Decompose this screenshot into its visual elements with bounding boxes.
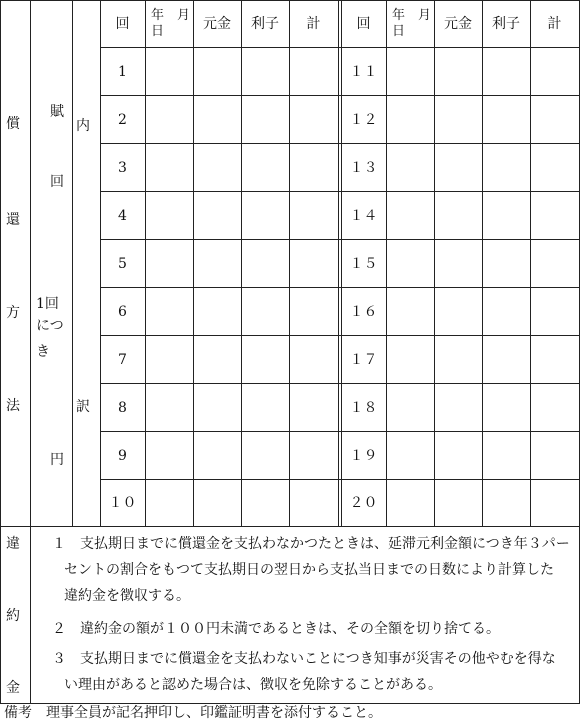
per-installment-label: き — [36, 344, 50, 360]
table-row-line — [100, 287, 580, 288]
header-interest: 利子 — [251, 16, 279, 32]
header-principal: 元金 — [444, 16, 472, 32]
table-row-line — [100, 191, 580, 192]
table-col-line — [193, 0, 194, 526]
table-col-line — [338, 0, 339, 526]
penalty-clause: １ 支払期日までに償還金を支払わなかつたときは、延滞元利金額につき年３パー — [52, 536, 570, 552]
header-date: 年 月 — [392, 8, 432, 23]
table-col-line — [530, 0, 531, 526]
header-total: 計 — [547, 16, 562, 32]
header-interest: 利子 — [492, 16, 520, 32]
breakdown-label: 内 — [76, 118, 90, 134]
row-number: １０ — [108, 495, 137, 511]
table-col-line — [241, 0, 242, 526]
row-number: １６ — [349, 304, 378, 320]
row-number: １７ — [349, 352, 378, 368]
penalty-heading-char: 金 — [6, 680, 20, 696]
row-number: １５ — [349, 256, 378, 272]
header-date: 年 月 — [151, 8, 191, 23]
heading-char: 法 — [6, 398, 20, 414]
header-date: 日 — [392, 24, 406, 39]
heading-char: 償 — [6, 116, 20, 132]
table-row-line — [100, 383, 580, 384]
table-col-line — [482, 0, 483, 526]
row-number: 7 — [118, 352, 127, 368]
table-row-line — [100, 239, 580, 240]
table-row-line — [100, 479, 580, 480]
table-col-line — [386, 0, 387, 526]
row-number: 2 — [118, 112, 127, 128]
row-number: １３ — [349, 160, 378, 176]
table-row-line — [100, 431, 580, 432]
divider-penalty — [0, 526, 580, 527]
table-col-line — [145, 0, 146, 526]
per-installment-label: 1回 — [36, 296, 59, 312]
heading-char: 方 — [6, 305, 20, 321]
penalty-heading-char: 約 — [6, 608, 20, 624]
installments-label: 回 — [50, 174, 64, 190]
penalty-heading-char: 違 — [6, 536, 20, 552]
breakdown-label: 訳 — [76, 399, 90, 415]
penalty-clause: 違約金を徴収する。 — [64, 588, 190, 604]
row-number: 5 — [118, 256, 127, 272]
row-number: １９ — [349, 448, 378, 464]
row-number: １４ — [349, 208, 378, 224]
divider-penalty-heading — [30, 526, 31, 703]
row-number: 1 — [118, 64, 127, 80]
header-principal: 元金 — [203, 16, 231, 32]
header-date: 日 — [151, 24, 165, 39]
row-number: 9 — [118, 448, 127, 464]
table-row-line — [100, 47, 580, 48]
table-row-line — [100, 95, 580, 96]
row-number: 8 — [118, 400, 127, 416]
penalty-clause: い理由があると認めた場合は、徴収を免除することがある。 — [64, 677, 442, 693]
table-row-line — [100, 335, 580, 336]
row-number: ２０ — [349, 495, 378, 511]
yen-label: 円 — [50, 452, 64, 468]
header-total: 計 — [306, 16, 321, 32]
per-installment-label: につ — [36, 318, 64, 334]
border-left — [0, 0, 1, 703]
penalty-clause: セントの割合をもつて支払期日の翌日から支払当日までの日数により計算した — [64, 562, 554, 578]
heading-char: 還 — [6, 212, 20, 228]
border-top — [0, 0, 580, 1]
penalty-clause: ２ 違約金の額が１００円未満であるときは、その全額を切り捨てる。 — [52, 621, 500, 637]
header-no: 回 — [356, 16, 371, 32]
row-number: １２ — [349, 112, 378, 128]
row-number: １８ — [349, 400, 378, 416]
installments-label: 賦 — [50, 104, 64, 120]
table-col-line — [434, 0, 435, 526]
table-col-line — [289, 0, 290, 526]
header-no: 回 — [115, 16, 130, 32]
penalty-clause: ３ 支払期日までに償還金を支払わないことにつき知事が災害その他やむを得な — [52, 651, 556, 667]
remarks: 備考 理事全員が記名押印し、印鑑証明書を添付すること。 — [4, 705, 382, 721]
row-number: 6 — [118, 304, 127, 320]
row-number: 4 — [118, 208, 127, 224]
divider-installments — [72, 0, 73, 526]
table-row-line — [100, 143, 580, 144]
divider-heading — [30, 0, 31, 526]
row-number: 3 — [118, 160, 127, 176]
row-number: １１ — [349, 64, 378, 80]
